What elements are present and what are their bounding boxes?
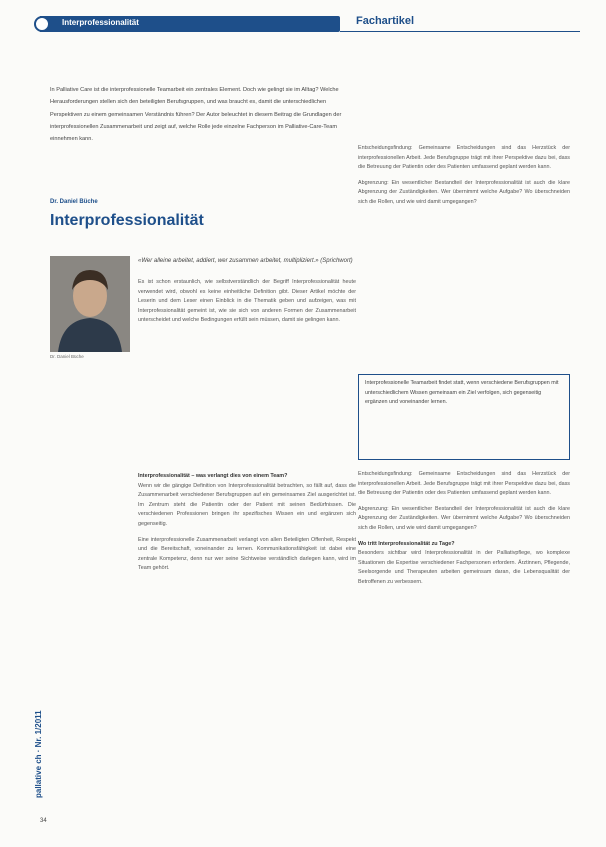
lead-quote: «Wer alleine arbeitet, addiert, wer zusammen arbeitet, multipliziert.» (Sprichwort)	[138, 258, 353, 264]
article-title: Interprofessionalität	[50, 212, 204, 229]
subheading: Interprofessionalität – was verlangt dies von einem Team?	[138, 473, 288, 479]
highlight-box: Interprofessionelle Teamarbeit findet statt, wenn verschiedene Berufsgruppen mit unterschiedlichem Wissen gemeinsam ein Ziel verfolgen, sich gegenseitig ergänzen und voneinander lernen.	[358, 374, 570, 460]
photo-caption: Dr. Daniel Büche	[50, 354, 84, 359]
header-circle-icon	[34, 16, 50, 32]
journal-side-label	[34, 638, 44, 798]
paragraph: Es ist schon erstaunlich, wie selbstverständlich der Begriff Interprofessionalität heute verwendet wird, obwohl es keine einheitliche Definition gibt. Dieser Artikel möchte der Leserin und dem Leser einen Einblick in die Thematik geben und aufzeigen, was mit Interprofessionalität gemeint ist, wie sie sich von anderen Formen der Zusammenarbeit unterscheidet und welche Bedingungen erfüllt sein müssen, damit sie gelingen kann.	[138, 279, 356, 324]
paragraph: Abgrenzung: Ein wesentlicher Bestandteil der Interprofessionalität ist auch die klare Abgrenzung der Zuständigkeiten. Wer übernimmt welche Aufgabe? Wo überschneiden sich die Rollen, und wie wird damit umgegangen?	[358, 179, 570, 205]
header-section: Interprofessionalität	[62, 18, 139, 27]
paragraph: Entscheidungsfindung: Gemeinsame Entscheidungen sind das Herzstück der interprofessionellen Arbeit. Jede Berufsgruppe trägt mit ihrer Perspektive dazu bei, dass die Betreuung der Patientin oder des Patienten umfassend geplant werden kann.	[358, 471, 570, 497]
column-right-bottom	[358, 470, 570, 588]
column-left-top	[138, 278, 356, 326]
header-rule	[340, 31, 580, 32]
subheading: Wo tritt Interprofessionalität zu Tage?	[358, 540, 455, 547]
intro-text: In Palliative Care ist die interprofessionelle Teamarbeit ein zentrales Element. Doch wie gelingt sie im Alltag? Welche Herausforderungen stellen sich den beteiligten Berufsgruppen, und was braucht es, damit die unterschiedlichen Perspektiven zu einem gemeinsamen Verständnis führen? Der Autor beleuchtet in diesem Beitrag die Grundlagen der interprofessionellen Zusammenarbeit und zeigt auf, welche Rolle jede einzelne Fachperson im Palliative-Care-Team einnehmen kann.	[50, 87, 342, 143]
journal-name: pallative ch · Nr. 1/2011	[34, 710, 43, 798]
paragraph: Wenn wir die gängige Definition von Interprofessionalität betrachten, so fällt auf, dass die Zusammenarbeit verschiedener Berufsgruppen auf ein gemeinsames Ziel ausgerichtet ist. Im Zentrum steht die Patientin oder der Patient mit seinen Bedürfnissen. Die verschiedenen Professionen bringen ihr spezifisches Wissen ein und ergänzen sich gegenseitig.	[138, 482, 356, 527]
paragraph: Abgrenzung: Ein wesentlicher Bestandteil der Interprofessionalität ist auch die klare Abgrenzung der Zuständigkeiten. Wer übernimmt welche Aufgabe? Wo überschneiden sich die Rollen, und wie wird damit umgegangen?	[358, 505, 570, 531]
header-category: Fachartikel	[356, 15, 415, 27]
paragraph: Entscheidungsfindung: Gemeinsame Entscheidungen sind das Herzstück der interprofessionellen Arbeit. Jede Berufsgruppe trägt mit ihrer Perspektive dazu bei, dass die Betreuung der Patientin oder des Patienten umfassend geplant werden kann.	[358, 145, 570, 171]
paragraph: Eine interprofessionelle Zusammenarbeit verlangt von allen Beteiligten Offenheit, Respekt und die Bereitschaft, voneinander zu lernen. Kommunikationsfähigkeit ist dabei eine zentrale Kompetenz, denn nur wer seine Sichtweise verständlich darlegen kann, wird im Team gehört.	[138, 536, 356, 572]
page-number: 34	[40, 818, 47, 824]
author-name: Dr. Daniel Büche	[50, 199, 98, 205]
column-right-top	[358, 144, 570, 208]
author-photo	[50, 256, 130, 352]
column-left-bottom	[138, 472, 356, 574]
paragraph: Besonders sichtbar wird Interprofessionalität in der Palliativpflege, wo komplexe Situationen die Expertise verschiedener Fachpersonen erfordern. Ärztinnen, Pflegende, Seelsorgende und Therapeuten arbeiten gemeinsam daran, die Lebensqualität der Betroffenen zu verbessern.	[358, 550, 570, 585]
